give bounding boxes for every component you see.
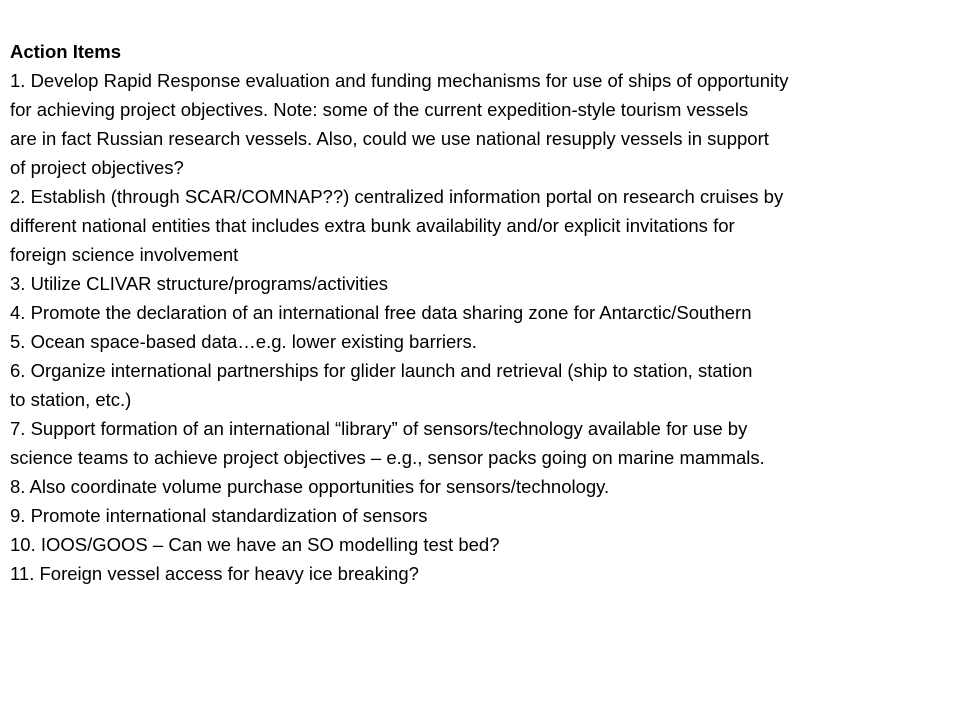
action-item-line-18: 11. Foreign vessel access for heavy ice breaking? [10,563,419,584]
action-item-line-1: 1. Develop Rapid Response evaluation and funding mechanisms for use of ships of opportunity [10,70,789,91]
action-item-line-2: for achieving project objectives. Note: some of the current expedition-style tourism vessels [10,99,749,120]
action-item-line-15: 8. Also coordinate volume purchase opportunities for sensors/technology. [10,476,610,497]
action-item-line-17: 10. IOOS/GOOS – Can we have an SO modelling test bed? [10,534,500,555]
slide-heading: Action Items [10,41,122,62]
action-item-line-8: 3. Utilize CLIVAR structure/programs/activities [10,273,388,294]
action-item-line-12: to station, etc.) [10,389,132,410]
action-item-line-4: of project objectives? [10,157,184,178]
action-item-line-11: 6. Organize international partnerships for glider launch and retrieval (ship to station, station [10,360,753,381]
action-item-line-7: foreign science involvement [10,244,239,265]
action-item-line-3: are in fact Russian research vessels. Also, could we use national resupply vessels in support [10,128,769,149]
action-item-line-10: 5. Ocean space-based data…e.g. lower existing barriers. [10,331,477,352]
action-item-line-9: 4. Promote the declaration of an international free data sharing zone for Antarctic/Southern [10,302,752,323]
action-item-line-5: 2. Establish (through SCAR/COMNAP??) centralized information portal on research cruises by [10,186,784,207]
slide-content [10,37,950,588]
action-item-line-13: 7. Support formation of an international “library” of sensors/technology available for use by [10,418,748,439]
action-item-line-14: science teams to achieve project objectives – e.g., sensor packs going on marine mammals. [10,447,765,468]
action-item-line-6: different national entities that includes extra bunk availability and/or explicit invitations for [10,215,735,236]
action-item-line-16: 9. Promote international standardization of sensors [10,505,428,526]
